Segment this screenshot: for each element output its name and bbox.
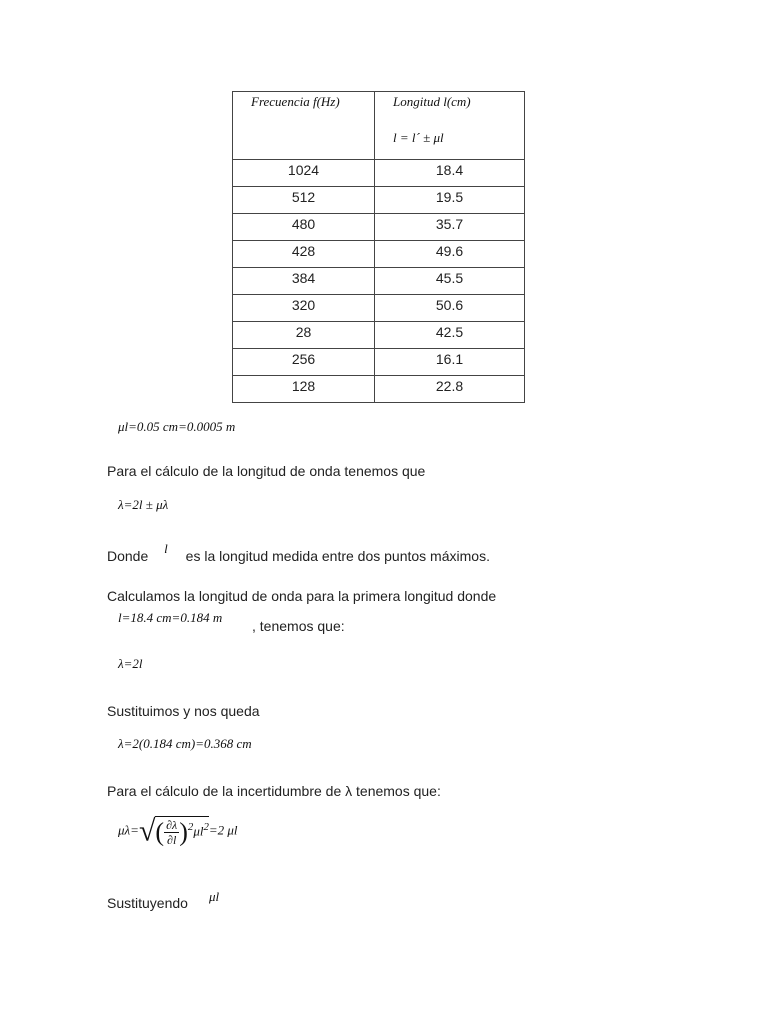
sqrt-body: ( $\frac{\partial\lambda}{\partial l}$ )$^2\mu l^2$ (155, 817, 209, 847)
cell-frequency: 480 (233, 214, 375, 241)
header-length (375, 92, 525, 160)
paragraph-tenemos: , tenemos que: (252, 618, 345, 634)
fraction-denominator: ∂l (167, 833, 177, 847)
mu-lambda-equation (118, 816, 238, 847)
header-length-label: Longitud l(cm) (393, 94, 471, 109)
cell-frequency: 320 (233, 295, 375, 322)
symbol-mu-l: μl (209, 889, 220, 904)
mu-l-term: μl (193, 823, 204, 839)
table-row (233, 214, 525, 241)
length-value-equation: l=18.4 cm=0.184 m (118, 610, 223, 625)
table-row (233, 241, 525, 268)
paragraph-uncertainty: Para el cálculo de la incertidumbre de λ tenemos que: (107, 783, 441, 799)
cell-length: 42.5 (375, 322, 525, 349)
mu-lambda-lhs: μλ= (118, 822, 139, 838)
cell-length: 18.4 (375, 160, 525, 187)
symbol-l: l (164, 541, 168, 556)
paragraph-first-length: Calculamos la longitud de onda para la primera longitud donde (107, 588, 497, 604)
cell-frequency: 384 (233, 268, 375, 295)
table-header-row (233, 92, 525, 160)
wavelength-equation: λ=2l ± μλ (118, 497, 169, 512)
table-row (233, 322, 525, 349)
cell-length: 16.1 (375, 349, 525, 376)
paragraph-wavelength-intro: Para el cálculo de la longitud de onda tenemos que (107, 463, 426, 479)
mu-lambda-rhs: =2 μl (208, 822, 238, 838)
cell-length: 22.8 (375, 376, 525, 403)
paragraph-substitute: Sustituimos y nos queda (107, 703, 260, 719)
cell-length: 19.5 (375, 187, 525, 214)
lambda-equation: λ=2l (118, 656, 143, 671)
fraction-exponent: 2 (187, 821, 194, 834)
cell-frequency: 1024 (233, 160, 375, 187)
paragraph-sustituyendo: Sustituyendo (107, 895, 188, 911)
table-row (233, 376, 525, 403)
lambda-value-equation: λ=2(0.184 cm)=0.368 cm (118, 736, 252, 751)
table-row (233, 160, 525, 187)
mu-l-exponent: 2 (203, 821, 209, 834)
donde-text: Donde (107, 548, 149, 564)
cell-length: 50.6 (375, 295, 525, 322)
cell-frequency: 512 (233, 187, 375, 214)
cell-length: 49.6 (375, 241, 525, 268)
table-row (233, 349, 525, 376)
donde-description: es la longitud medida entre dos puntos máximos. (185, 548, 490, 564)
header-length-formula: l = l´ ± μl (393, 130, 444, 145)
cell-length: 35.7 (375, 214, 525, 241)
cell-frequency: 28 (233, 322, 375, 349)
table-row (233, 295, 525, 322)
cell-frequency: 128 (233, 376, 375, 403)
table-row (233, 268, 525, 295)
paragraph-donde (107, 541, 490, 565)
header-frequency-label: Frecuencia f(Hz) (251, 94, 340, 109)
header-frequency (233, 92, 375, 160)
uncertainty-equation: μl=0.05 cm=0.0005 m (118, 419, 236, 434)
cell-frequency: 428 (233, 241, 375, 268)
fraction-numerator: ∂λ (166, 818, 178, 832)
sqrt-symbol: √ (138, 814, 156, 848)
partial-fraction (164, 818, 179, 847)
frequency-length-table (232, 91, 525, 403)
cell-frequency: 256 (233, 349, 375, 376)
cell-length: 45.5 (375, 268, 525, 295)
table-row (233, 187, 525, 214)
